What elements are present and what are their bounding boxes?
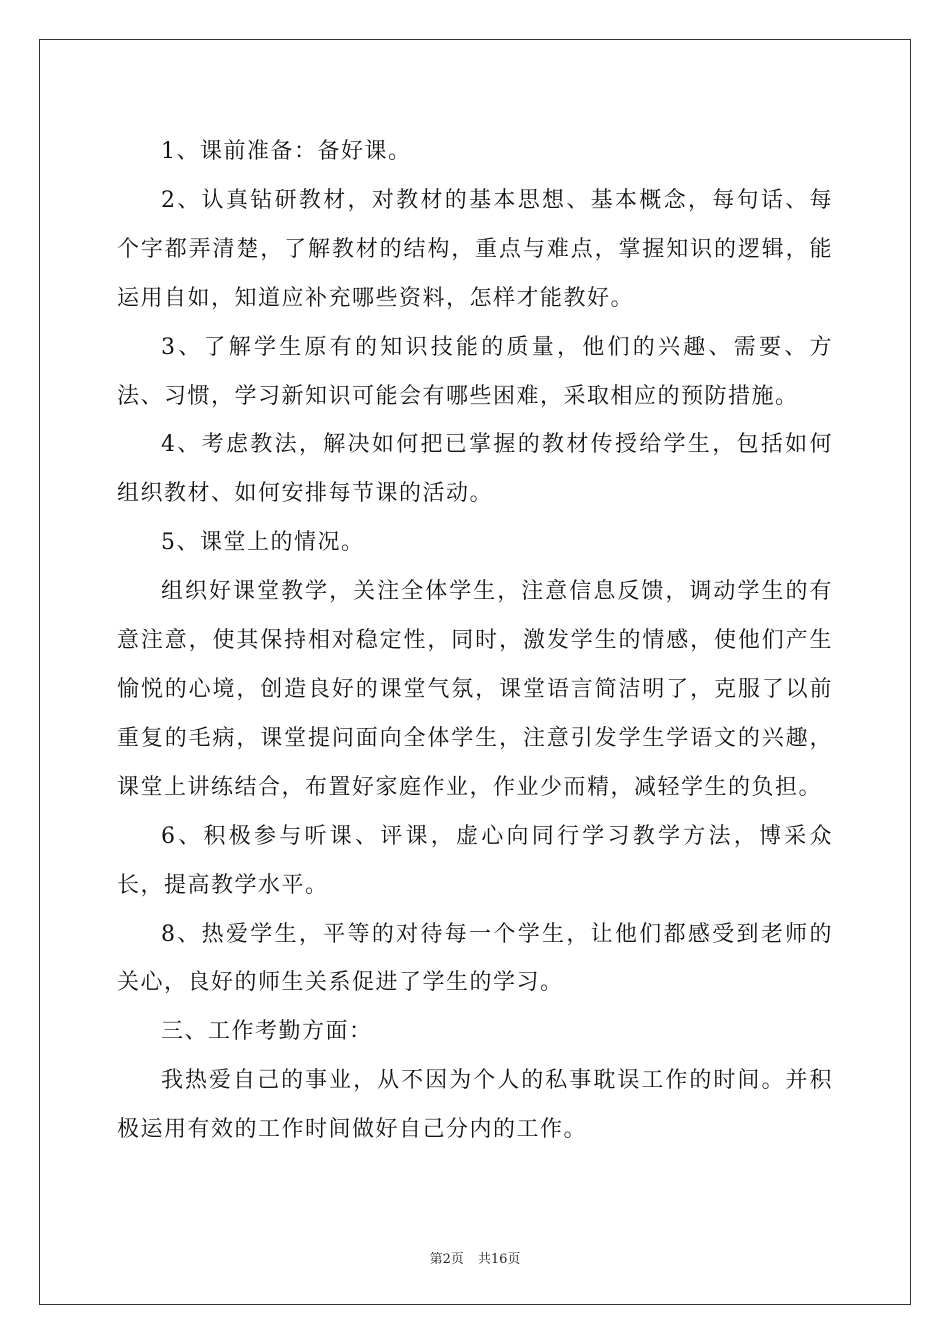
paragraph-6: 组织好课堂教学，关注全体学生，注意信息反馈，调动学生的有意注意，使其保持相对稳定性，同时，激发学生的情感，使他们产生愉悦的心境，创造良好的课堂气氛，课堂语言简洁明了，克服了以前重复的毛病，课堂提问面向全体学生，注意引发学生学语文的兴趣，课堂上讲练结合，布置好家庭作业，作业少而精，减轻学生的负担。 (117, 579, 833, 800)
page-total: 共16页 (477, 1252, 521, 1267)
paragraph-4: 4、考虑教法，解决如何把已掌握的教材传授给学生，包括如何组织教材、如何安排每节课的活动。 (117, 432, 833, 507)
paragraph-3: 3、了解学生原有的知识技能的质量，他们的兴趣、需要、方法、习惯，学习新知识可能会有哪些困难，采取相应的预防措施。 (117, 334, 833, 409)
document-body (117, 128, 833, 1155)
paragraph-2: 2、认真钻研教材，对教材的基本思想、基本概念，每句话、每个字都弄清楚，了解教材的结构，重点与难点，掌握知识的逻辑，能运用自如，知道应补充哪些资料，怎样才能教好。 (117, 187, 833, 311)
page-footer (0, 1248, 950, 1267)
paragraph-8: 8、热爱学生，平等的对待每一个学生，让他们都感受到老师的关心，良好的师生关系促进了学生的学习。 (117, 921, 833, 996)
paragraph-7: 6、积极参与听课、评课，虚心向同行学习教学方法，博采众长，提高教学水平。 (117, 823, 833, 898)
paragraph-1: 1、课前准备：备好课。 (161, 139, 412, 164)
paragraph-10: 我热爱自己的事业，从不因为个人的私事耽误工作的时间。并积极运用有效的工作时间做好自己分内的工作。 (117, 1068, 833, 1143)
paragraph-5: 5、课堂上的情况。 (161, 530, 365, 556)
paragraph-9: 三、工作考勤方面： (161, 1019, 373, 1045)
page-number: 第2页 (429, 1252, 464, 1267)
